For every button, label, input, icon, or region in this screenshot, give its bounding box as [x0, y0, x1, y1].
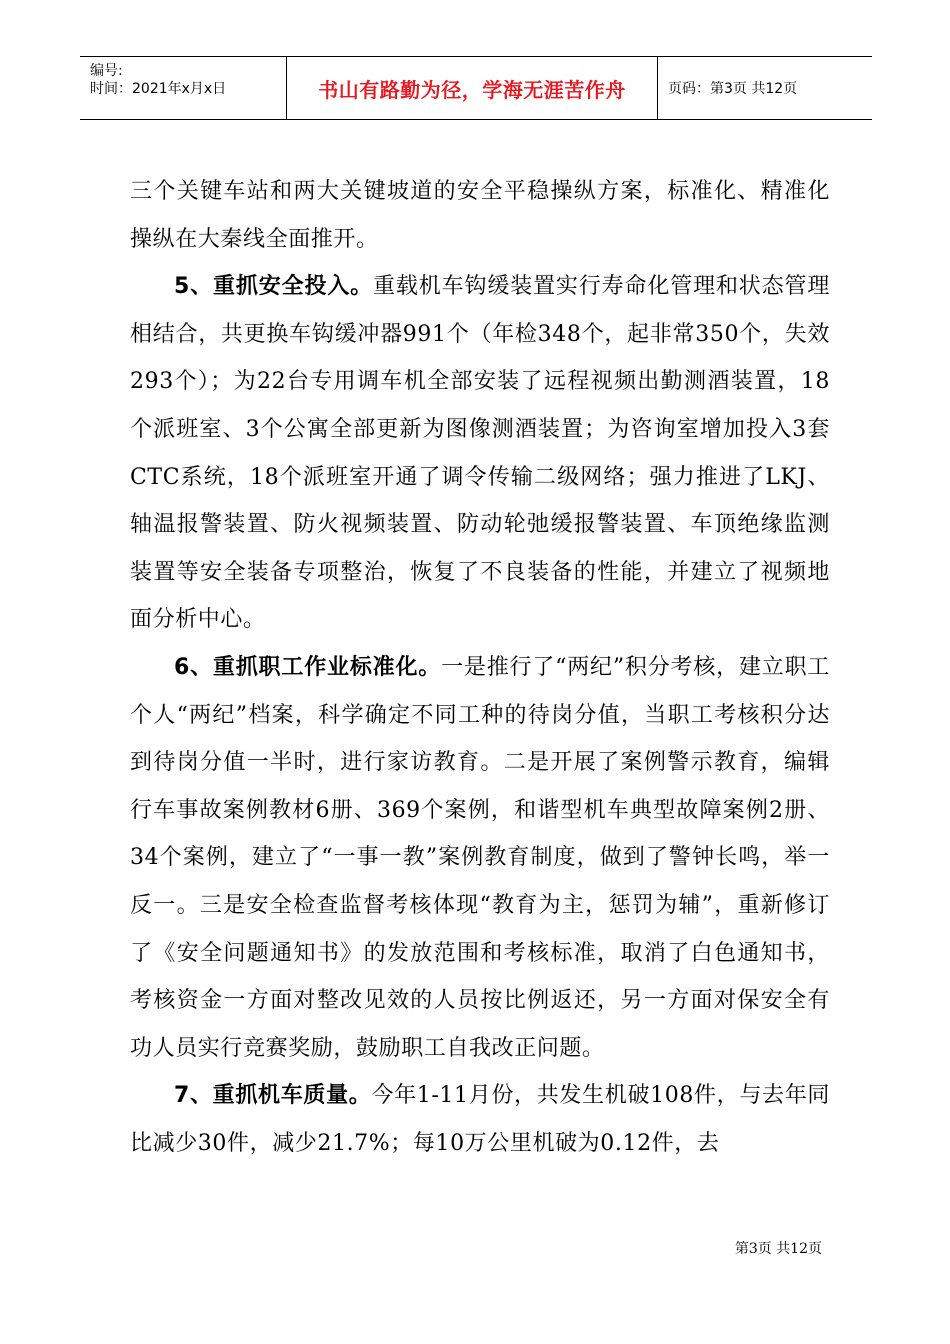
paragraph-text: 今年1-11月份，共发生机破108件，与去年同比减少30件，减少21.7%；每10万公里机破为0.12件，去 — [130, 1083, 831, 1156]
paragraph-continued — [130, 168, 830, 263]
paragraph-heading: 6、重抓职工作业标准化。 — [174, 654, 442, 680]
paragraph-text: 一是推行了“两纪”积分考核，建立职工个人“两纪”档案，科学确定不同工种的待岗分值，当职工考核积分达到待岗分值一半时，进行家访教育。二是开展了案例警示教育，编辑行车事故案例教材6册、369个案例，和谐型机车典型故障案例2册、34个案例，建立了“一事一教”案例教育制度，做到了警钟长鸣，举一反一。三是安全检查监督考核体现“教育为主，惩罚为辅”，重新修订了《安全问题通知书》的发放范围和考核标准，取消了白色通知书，考核资金一方面对整改见效的人员按比例返还，另一方面对保安全有功人员实行竞赛奖励，鼓励职工自我改正问题。 — [130, 654, 831, 1061]
header-motto-cell — [286, 57, 658, 119]
document-date: 时间：2021年x月x日 — [90, 81, 227, 97]
page-header — [80, 56, 872, 120]
paragraph-text: 重载机车钩缓装置实行寿命化管理和状态管理相结合，共更换车钩缓冲器991个（年检348个，起非常350个，失效293个）；为22台专用调车机全部安装了远程视频出勤测酒装置，18个派班室、3个公寓全部更新为图像测酒装置；为咨询室增加投入3套CTC系统，18个派班室开通了调令传输二级网络；强力推进了LKJ、轴温报警装置、防火视频装置、防动轮弛缓报警装置、车顶绝缘监测装置等安全装备专项整治，恢复了不良装备的性能，并建立了视频地面分析中心。 — [130, 274, 830, 633]
header-page-number: 页码：第3页 共12页 — [668, 81, 798, 97]
document-number: 编号: — [90, 63, 123, 79]
paragraph-work-standardization — [130, 644, 830, 1072]
paragraph-safety-investment — [130, 263, 830, 644]
header-motto: 书山有路勤为径，学海无涯苦作舟 — [318, 77, 626, 102]
document-body — [130, 168, 830, 1167]
paragraph-heading: 7、重抓机车质量。 — [174, 1083, 372, 1109]
page-footer: 第3页 共12页 — [734, 1241, 822, 1257]
paragraph-text: 三个关键车站和两大关键坡道的安全平稳操纵方案，标准化、精准化操纵在大秦线全面推开。 — [130, 179, 830, 252]
header-page-cell — [658, 57, 872, 119]
header-meta — [80, 57, 286, 119]
paragraph-locomotive-quality — [130, 1072, 830, 1167]
paragraph-heading: 5、重抓安全投入。 — [174, 274, 374, 300]
